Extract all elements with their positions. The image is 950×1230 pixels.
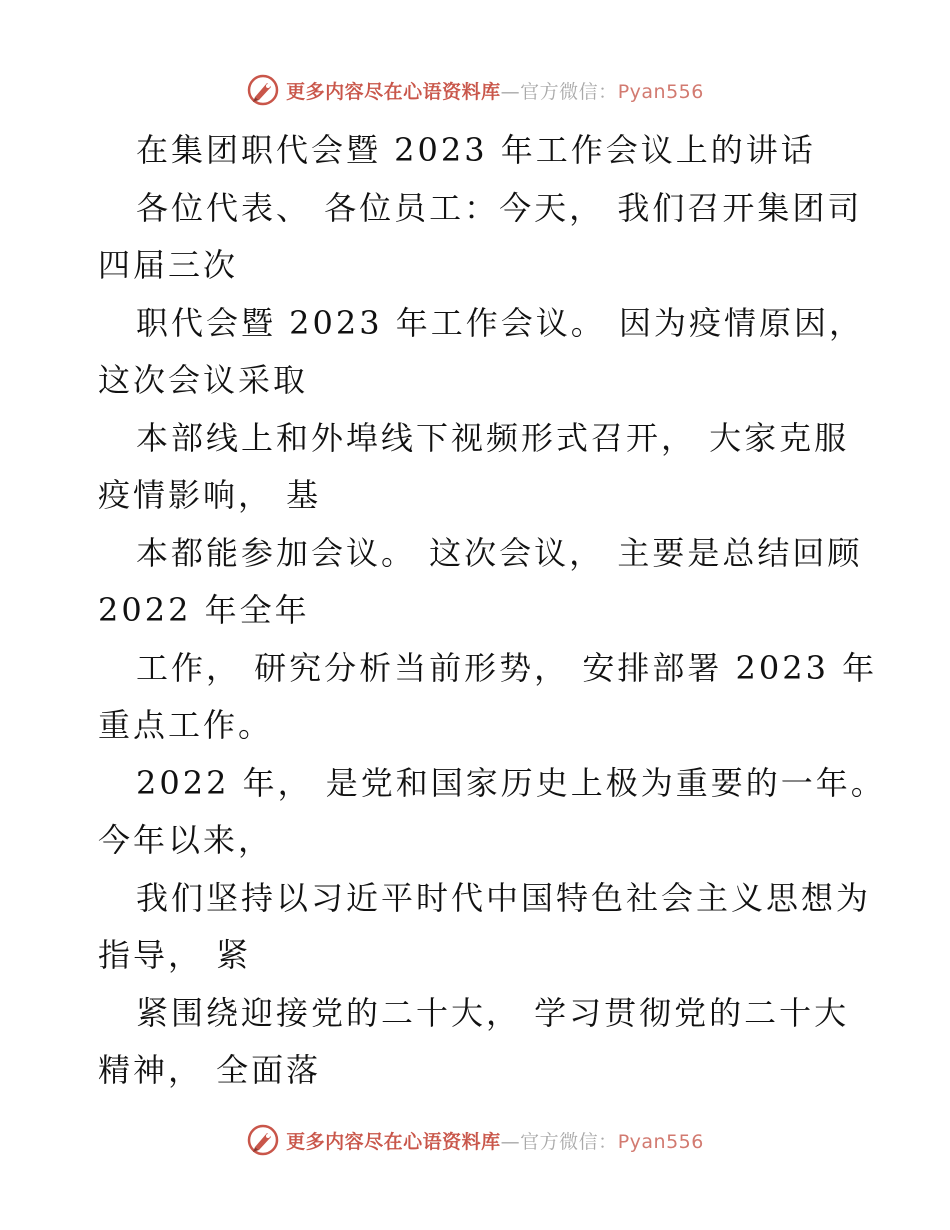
footer-watermark [0,1120,950,1160]
text-line: 工作， 研究分析当前形势， 安排部署 2023 年 [136,648,878,687]
document-body [98,122,886,1100]
text-line: 四届三次 [98,246,239,284]
text-line: 指导， 紧 [98,936,252,974]
pen-logo-icon [246,1123,280,1157]
text-line: 本部线上和外埠线下视频形式召开， 大家克服 [136,418,850,457]
watermark-text: 更多内容尽在心语资料库—官方微信：Pyan556 [286,1130,704,1153]
text-line: 这次会议采取 [98,361,309,399]
text-line: 2022 年， 是党和国家历史上极为重要的一年。 [136,763,886,802]
text-line: 疫情影响， 基 [98,476,322,514]
text-line: 紧围绕迎接党的二十大， 学习贯彻党的二十大 [136,993,850,1032]
text-line: 重点工作。 [98,706,274,744]
text-line: 我们坚持以习近平时代中国特色社会主义思想为 [136,878,872,917]
text-line: 精神， 全面落 [98,1051,322,1089]
watermark-text: 更多内容尽在心语资料库—官方微信：Pyan556 [286,80,704,103]
text-line: 在集团职代会暨 2023 年工作会议上的讲话 [136,131,816,169]
text-line: 本都能参加会议。 这次会议， 主要是总结回顾 [136,533,863,572]
pen-logo-icon [246,73,280,107]
header-watermark [0,70,950,110]
text-line: 各位代表、 各位员工：今天， 我们召开集团司 [136,188,863,227]
text-line: 今年以来， [98,821,274,859]
text-line: 职代会暨 2023 年工作会议。 因为疫情原因， [136,303,864,342]
text-line: 2022 年全年 [98,591,310,629]
